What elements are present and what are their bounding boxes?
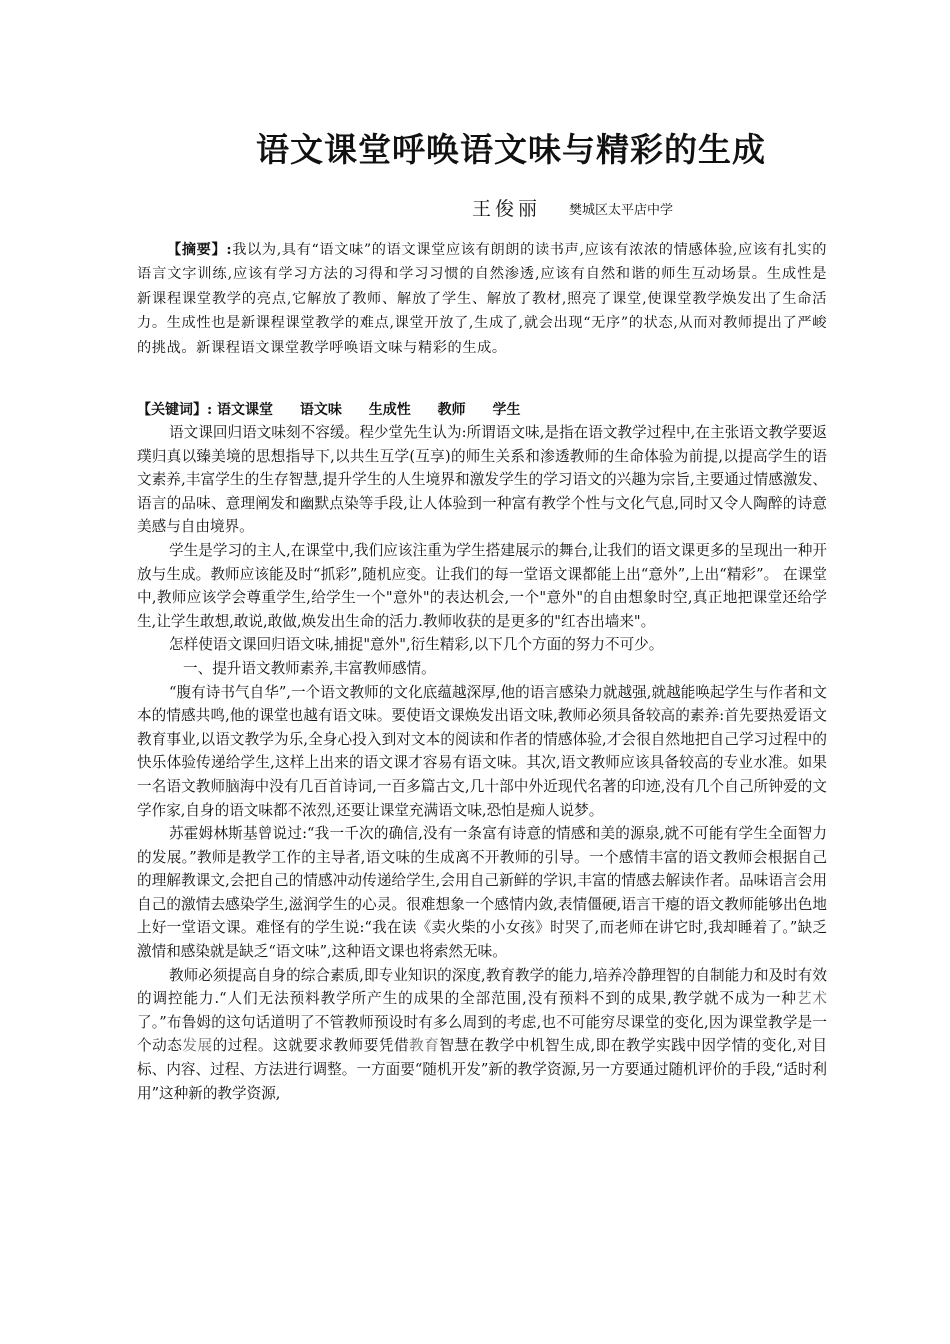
keyword-item: 生成性	[368, 402, 411, 418]
keyword-item: 教师	[437, 402, 466, 418]
paragraph: “腹有诗书气自华”,一个语文教师的文化底蕴越深厚,他的语言感染力就越强,就越能唤起学生与作者和文本的情感共鸣,他的课堂也越有语文味。要使语文课焕发出语文味,教师必须具备较高的素养:首先要热爱语文教育事业,以语文教学为乐,全身心投入到对文本的阅读和作者的情感体验,才会很自然地把自己学习过程中的快乐体验传递给学生,这样上出来的语文课才容易有语文味。其次,语文教师应该具备较高的专业水准。如果一名语文教师脑海中没有几百首诗词,一百多篇古文,几十部中外近现代名著的印迹,没有几个自己所钟爱的文学作家,自身的语文味都不浓烈,还要让课堂充满语文味,恐怕是痴人说梦。	[137, 683, 827, 819]
paragraph: 怎样使语文课回归语文味,捕捉"意外",衍生精彩,以下几个方面的努力不可少。	[169, 636, 664, 654]
paragraph	[137, 964, 827, 1106]
keywords-label: 【关键词】:	[137, 402, 213, 418]
page-title: 语文课堂呼唤语文味与精彩的生成	[256, 130, 766, 169]
keyword-item: 语文课堂	[217, 402, 274, 418]
byline	[0, 194, 950, 224]
abstract-label: 【摘要】:	[167, 242, 233, 258]
paragraph-text: 了。”布鲁姆的这句话道明了不管教师预设时有多么周到的考虑,也不可能穷尽课堂的变化,因为课堂教学是一个动态	[137, 1013, 827, 1055]
paragraph: 苏霍姆林斯基曾说过:“我一千次的确信,没有一条富有诗意的情感和美的源泉,就不可能有学生全面智力的发展。”教师是教学工作的主导者,语文味的生成离不开教师的引导。一个感情丰富的语文教师会根据自己的理解教课文,会把自己的情感冲动传递给学生,会用自己新鲜的学识,丰富的情感去解读作者。品味语言会用自己的激情去感染学生,滋润学生的心灵。很难想象一个感情内敛,表情僵硬,语言干瘪的语文教师能够出色地上好一堂语文课。难怪有的学生说:“我在读《卖火柴的小女孩》时哭了,而老师在讲它时,我却睡着了。”缺乏激情和感染就是缺乏“语文味”,这种语文课也将索然无味。	[137, 825, 827, 961]
paragraph: 语文课回归语文味刻不容缓。程少堂先生认为:所谓语文味,是指在语文教学过程中,在主张语文教学要返璞归真以臻美境的思想指导下,以共生互学(互享)的师生关系和渗透教师的生命体验为前提,以提高学生的语文素养,丰富学生的生存智慧,提升学生的人生境界和激发学生的学习语文的兴趣为宗旨,主要通过情感激发、语言的品味、意理阐发和幽默点染等手段,让人体验到一种富有教学个性与文化气息,同时又令人陶醉的诗意美感与自由境界。	[137, 424, 827, 536]
abstract-text: 我以为,具有“语文味”的语文课堂应该有朗朗的读书声,应该有浓浓的情感体验,应该有扎实的语言文字训练,应该有学习方法的习得和学习习惯的自然渗透,应该有自然和谐的师生互动场景。生成性是新课程课堂教学的亮点,它解放了教师、解放了学生、解放了教材,照亮了课堂,使课堂教学焕发出了生命活力。生成性也是新课程课堂教学的难点,课堂开放了,生成了,就会出现“无序”的状态,从而对教师提出了严峻的挑战。新课程语文课堂教学呼唤语文味与精彩的生成。	[137, 242, 827, 356]
link-education[interactable]: 教育	[409, 1037, 440, 1055]
link-art[interactable]: 艺术	[796, 990, 827, 1008]
author-name: 王俊丽	[472, 198, 542, 220]
keyword-item: 学生	[492, 402, 521, 418]
section-heading: 一、提升语文教师素养,丰富教师感情。	[183, 659, 436, 677]
link-development[interactable]: 发展	[182, 1037, 213, 1055]
paragraph-text: 的过程。这就要求教师要凭借	[212, 1037, 410, 1055]
paragraph: 学生是学习的主人,在课堂中,我们应该注重为学生搭建展示的舞台,让我们的语文课更多的呈现出一种开放与生成。教师应该能及时“抓彩”,随机应变。让我们的每一堂语文课都能上出“意外”,上出“精彩”。 在课堂中,教师应该学会尊重学生,给学生一个"意外"的表达机会,一个"意外"的自由想象时空,真正地把课堂还给学生,让学生敢想,敢说,敢做,焕发出生命的活力.教师收获的是更多的"红杏出墙来"。	[137, 541, 827, 630]
paragraph-text: 教师必须提高自身的综合素质,即专业知识的深度,教育教学的能力,培养冷静理智的自制能力和及时有效的调控能力.“人们无法预料教学所产生的成果的全部范围,没有预料不到的成果,教学就不成为一种	[137, 966, 827, 1008]
keywords	[137, 399, 827, 419]
abstract	[137, 238, 827, 360]
author-affiliation: 樊城区太平店中学	[569, 203, 674, 218]
keyword-item: 语文味	[299, 402, 342, 418]
body-text	[137, 421, 827, 1105]
paragraph-text: 智慧在教学中机智生成,即在教学实践中因学情的变化,对目标、内容、过程、方法进行调整。一方面要“随机开发”新的教学资源,另一方要通过随机评价的手段,“适时利用”这种新的教学资源,	[137, 1037, 827, 1102]
